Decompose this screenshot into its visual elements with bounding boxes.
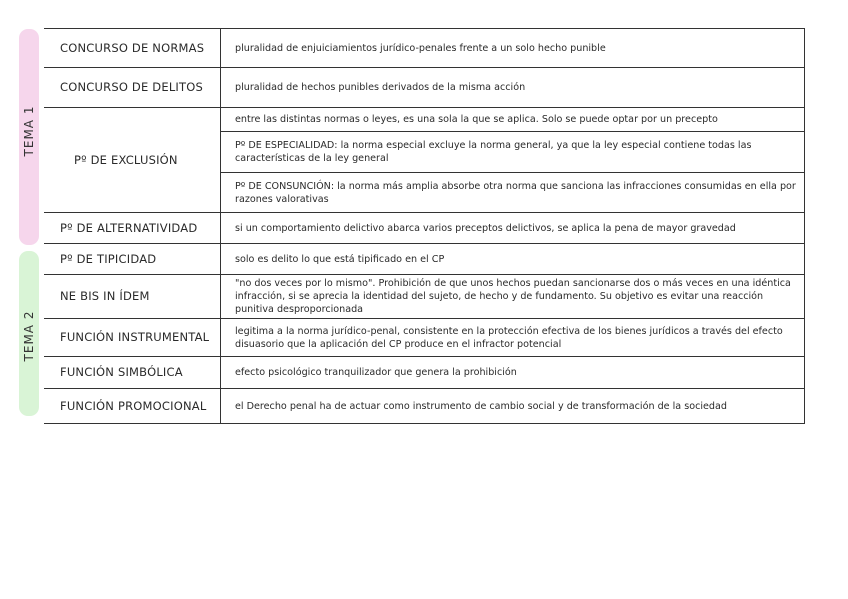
definition-cell: efecto psicológico tranquilizador que genera la prohibición xyxy=(221,357,805,389)
term-cell: FUNCIÓN SIMBÓLICA xyxy=(44,357,221,389)
table-row xyxy=(44,389,805,424)
definition-cell: pluralidad de enjuiciamientos jurídico-penales frente a un solo hecho punible xyxy=(221,29,805,68)
table-row xyxy=(44,29,805,68)
table-row xyxy=(44,244,805,275)
table-row xyxy=(44,357,805,389)
term-cell: FUNCIÓN INSTRUMENTAL xyxy=(44,319,221,357)
definition-cell: entre las distintas normas o leyes, es una sola la que se aplica. Solo se puede optar por un precepto xyxy=(221,108,805,132)
term-cell: CONCURSO DE DELITOS xyxy=(44,68,221,108)
term-cell: NE BIS IN ÍDEM xyxy=(44,275,221,319)
term-cell: CONCURSO DE NORMAS xyxy=(44,29,221,68)
concepts-table xyxy=(44,28,805,424)
table-row xyxy=(44,68,805,108)
definition-cell: Pº DE CONSUNCIÓN: la norma más amplia absorbe otra norma que sanciona las infracciones consumidas en ella por razones valorativas xyxy=(221,173,805,213)
table-row xyxy=(44,213,805,244)
definition-cell: "no dos veces por lo mismo". Prohibición de que unos hechos puedan sancionarse dos o más veces en una idéntica infracción, si se aprecia la identidad del sujeto, de hecho y de fundamento. Su objetivo es evitar una reacción punitiva desproporcionada xyxy=(221,275,805,319)
term-cell: Pº DE TIPICIDAD xyxy=(44,244,221,275)
definition-cell: pluralidad de hechos punibles derivados de la misma acción xyxy=(221,68,805,108)
definition-cell: si un comportamiento delictivo abarca varios preceptos delictivos, se aplica la pena de mayor gravedad xyxy=(221,213,805,244)
table-row xyxy=(44,319,805,357)
definition-cell: el Derecho penal ha de actuar como instrumento de cambio social y de transformación de la sociedad xyxy=(221,389,805,424)
table-row xyxy=(44,108,805,132)
term-cell: FUNCIÓN PROMOCIONAL xyxy=(44,389,221,424)
definition-cell: legitima a la norma jurídico-penal, consistente en la protección efectiva de los bienes jurídicos a través del efecto disuasorio que la aplicación del CP produce en el infractor potencial xyxy=(221,319,805,357)
term-cell: Pº DE EXCLUSIÓN xyxy=(44,108,221,213)
definition-cell: Pº DE ESPECIALIDAD: la norma especial excluye la norma general, ya que la ley especial contiene todas las características de la ley general xyxy=(221,132,805,173)
table-row xyxy=(44,275,805,319)
term-cell: Pº DE ALTERNATIVIDAD xyxy=(44,213,221,244)
tema-1-label: TEMA 1 xyxy=(22,105,36,157)
tema-2-label: TEMA 2 xyxy=(22,310,36,362)
definition-cell: solo es delito lo que está tipificado en el CP xyxy=(221,244,805,275)
